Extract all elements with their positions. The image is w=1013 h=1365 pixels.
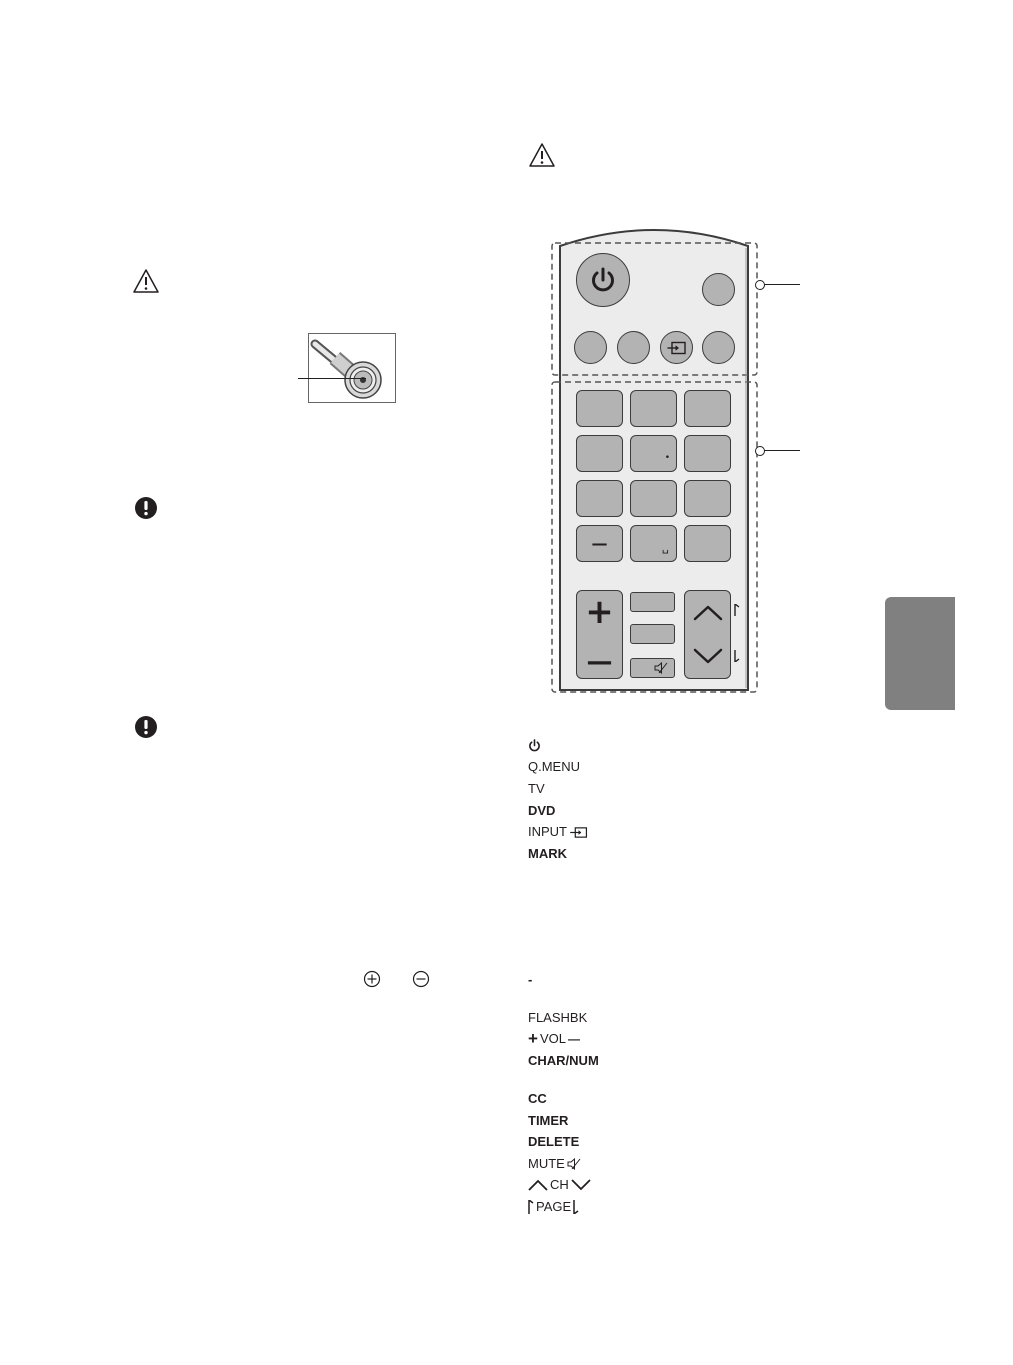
input-icon xyxy=(667,341,687,355)
keypad-callout-dot xyxy=(755,446,765,456)
channel-down-icon xyxy=(571,1179,591,1191)
warning-triangle-icon xyxy=(132,268,160,294)
key-input xyxy=(528,824,589,840)
page-up-marker-icon xyxy=(734,604,740,616)
input-icon xyxy=(569,826,589,839)
key-dash: - xyxy=(528,972,533,987)
volume-up-glyph: + xyxy=(585,592,614,632)
number-key-2[interactable] xyxy=(630,390,677,427)
key-timer: TIMER xyxy=(528,1113,569,1128)
exclamation-circle-icon xyxy=(134,496,158,520)
page-up-marker-icon xyxy=(528,1200,534,1214)
key-cc: CC xyxy=(528,1091,547,1106)
page-down-marker-icon xyxy=(573,1200,579,1214)
side-language-tab xyxy=(885,597,955,710)
key-ch xyxy=(528,1177,591,1193)
mark-button[interactable] xyxy=(702,331,735,364)
number-key-0[interactable] xyxy=(630,525,677,562)
number-key-8[interactable] xyxy=(630,480,677,517)
key-mark: MARK xyxy=(528,846,567,861)
mute-icon xyxy=(567,1158,581,1170)
number-key-3[interactable] xyxy=(684,390,731,427)
number-key-1[interactable] xyxy=(576,390,623,427)
space-key-glyph: ␣ xyxy=(662,541,669,554)
keypad-callout xyxy=(760,450,800,451)
exclamation-circle-icon xyxy=(134,715,158,739)
minus-circle-icon xyxy=(412,970,430,988)
power-icon xyxy=(528,739,541,752)
key-dvd: DVD xyxy=(528,803,556,818)
mute-icon xyxy=(654,662,668,674)
channel-up-icon xyxy=(692,604,724,622)
plus-circle-icon xyxy=(363,970,381,988)
number-key-5[interactable] xyxy=(630,435,677,472)
dvd-button[interactable] xyxy=(617,331,650,364)
key-vol-label: VOL xyxy=(539,1031,566,1046)
key-page xyxy=(528,1199,579,1215)
input-button[interactable] xyxy=(660,331,693,364)
key-vol xyxy=(528,1031,580,1047)
remote-control xyxy=(548,218,760,698)
vol-minus-glyph: — xyxy=(567,1032,580,1046)
tv-button[interactable] xyxy=(574,331,607,364)
power-icon xyxy=(588,265,618,295)
flashbk-key[interactable] xyxy=(684,525,731,562)
key-charnum: CHAR/NUM xyxy=(528,1053,599,1068)
key-ch-label: CH xyxy=(550,1177,569,1192)
dash-key[interactable] xyxy=(576,525,623,562)
page-down-marker-icon xyxy=(734,650,740,662)
channel-rocker[interactable] xyxy=(684,590,731,679)
power-button[interactable] xyxy=(576,253,630,307)
charnum-button[interactable] xyxy=(630,592,675,612)
top-group-callout xyxy=(760,284,800,285)
qmenu-button[interactable] xyxy=(702,273,735,306)
number-key-6[interactable] xyxy=(684,435,731,472)
cc-button[interactable] xyxy=(630,624,675,644)
channel-down-icon xyxy=(692,647,724,665)
dot-key-glyph: • xyxy=(664,453,670,463)
cable-callout-line xyxy=(298,378,366,379)
number-key-7[interactable] xyxy=(576,480,623,517)
volume-down-glyph: — xyxy=(586,647,613,677)
key-power xyxy=(528,739,541,752)
coaxial-cable-illustration xyxy=(308,333,396,403)
key-qmenu: Q.MENU xyxy=(528,759,580,774)
dash-key-glyph: — xyxy=(591,534,608,553)
channel-up-icon xyxy=(528,1179,548,1191)
key-delete: DELETE xyxy=(528,1134,580,1149)
key-mute-label: MUTE xyxy=(528,1156,565,1171)
mute-button[interactable] xyxy=(630,658,675,678)
key-input-label: INPUT xyxy=(528,824,567,839)
key-page-label: PAGE xyxy=(536,1199,572,1214)
number-key-4[interactable] xyxy=(576,435,623,472)
volume-rocker[interactable] xyxy=(576,590,623,679)
key-mute xyxy=(528,1156,581,1172)
vol-plus-glyph: + xyxy=(528,1029,538,1048)
key-flashbk: FLASHBK xyxy=(528,1010,588,1025)
warning-triangle-icon xyxy=(528,142,556,168)
number-key-9[interactable] xyxy=(684,480,731,517)
key-tv: TV xyxy=(528,781,545,796)
top-group-callout-dot xyxy=(755,280,765,290)
